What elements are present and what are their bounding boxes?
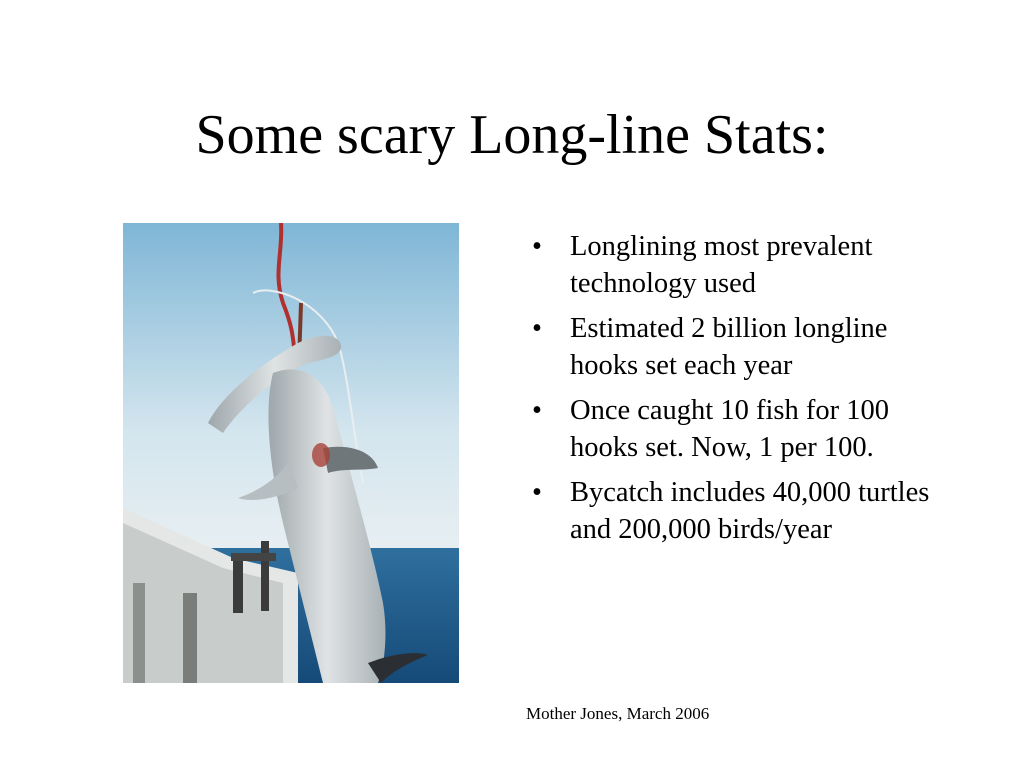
bullet-text: Estimated 2 billion longline hooks set each year: [570, 313, 888, 381]
bullet-text: Bycatch includes 40,000 turtles and 200,000 birds/year: [570, 477, 930, 545]
bullet-text: Longlining most prevalent technology used: [570, 231, 873, 299]
bullet-dot-icon: •: [532, 231, 542, 262]
source-citation: Mother Jones, March 2006: [526, 704, 710, 723]
bullet-dot-icon: •: [532, 477, 542, 508]
bullet-dot-icon: •: [532, 395, 542, 426]
bullet-item: [532, 474, 952, 548]
bullet-item: [532, 228, 952, 302]
hammerhead-shark-photo: [123, 223, 459, 683]
bullet-text: Once caught 10 fish for 100 hooks set. Now, 1 per 100.: [570, 395, 889, 463]
bullet-list: [532, 228, 952, 556]
bullet-item: [532, 310, 952, 384]
bullet-dot-icon: •: [532, 313, 542, 344]
slide-title: Some scary Long-line Stats:: [195, 104, 829, 166]
bullet-item: [532, 392, 952, 466]
